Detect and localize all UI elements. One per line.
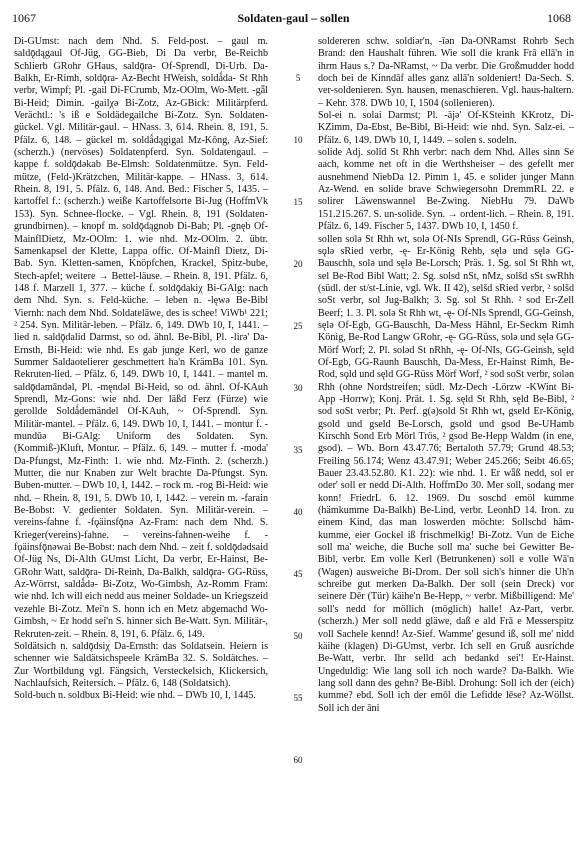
line-number: 55	[293, 693, 303, 703]
line-number: 45	[293, 569, 303, 579]
entry-solide: solide Adj. solīd St Rhh verbr: nach dem Nhd. Alles sinn Se aach, komme net oft in die Werthsheiser – des gefellt mer ausnehmend NiebDa 12. Pimm 1, 45. e solider junger Mann Az-Wend. en solide brave Schwiegersohn DremmRL 22. e solirer Läwenswannel Be-Zwing. NiebHu 79. DaWb 151.215.267. S. un-solide. Syn. → ordent-lich. – Rhein. 8, 191. Pfälz. 6, 149. Fischer 5, 1437. DWb 10, I, 1450 f.	[318, 147, 574, 233]
page-number-right: 1068	[547, 11, 571, 25]
entry-sollen: sollen solǝ St Rhh wt, solǝ Of-NIs Sprendl, GG-Rüss Geinsh, sǫlǝ sRied verbr, -ę- Er-König Rehb, sęlǝ und sęlǝ GG-Bauschh, solǝ und sęlǝ Be-Lorsch; Präs. 1. Sg. sol St Rhh wt, sel Be-Rod Bibl Watt; 2. Sg. solsd nSt, nMz, solšd sSt swRhh (südl. der st/st-Linie, vgl. Wk. II 42), selšd sRied verbr, ² solšd soSt verbr, sol Jug-Balkh; 3. Sg. sol St Rhh. ² sod Er-Zell Beerf; 1. 3. Pl. solǝ St Rhh wt, -ę- Of-NIs Sprendl, GG-Geinsh, sęlǝ Of-Egb, GG-Bauschh, Da-Mess Hähnl, Er-Seckm Rimh König, Be-Rod Langw GRohr, -ę- GG-Rüss, solǝ und sęlǝ GG-Mörf Worf; 2. Pl. solǝd St nRhh, -ę- Of-NIs, GG-Geinsh, sęld Of-Egb, GG-Raunh Bauschh, Da-Mess, Er-Hainst Rimh, Be-Rod, sǫld und sęld GG-Rüss Mörf Worf, ² sod soSt verbr, solǝn Rhh (ohne Nordstreifen; südl. Mz-Dech -Lörzw -KWint Bi-App -Horrw); Konj. Prät. 1. Sg. sęld St Rhh, sęld Be-Bibl, ² sod soSt verbr; Pt. Perf. g(ǝ)sold St Rhh wt, gseld Er-König, gsold und gseld Be-Lorsch, gsold und gsod Be-UHamb Kirschh Sond Erb Mörl Trös, ² gsod Be-Hepp Waldm (in ene, gsod). – Wb. Born 43.47.76; Bertaloth 57.79; Grund 48.53; Freiling 56.174; Wenz 43.47.91; Weber 245.266; Seibt 46.65; Bauer 23.43.52.80. K1. 22): wie nhd. 1. Er wǟß nedd, sol er oder' soll er nedd Di-Alth. HoffmDo 30. Mer soll, sodang mer konn! FriedrL 6. 12. 1969. Du soschd emöl kumme (hämkumme Da-Balkh) Be-Lind, verbr. LeonhD 14. Iron. zu einem Kind, das man loswerden möchte: Sollschd hām-kumme, eier Gockel iß frischmelkig! Bi-Zotz. Vun de Eiche soll ma' weiche, die Buche soll ma' suche bei Gewitter Be-Bibl, verbr. Em volle Kerl (Betrunkenen) soll e volle Wā'n (Wagen) ausweiche Bi-Drom. Der soll sich's hinner die Uh'n schreibe gut merken Da-Balkh. Der soll (sein Dreck) vor seinere Dēr (Tür) käihe'n Be-Hepp, ~ verbr. Mißbilligend: Me' soll's nedd for möllich (möglich) halle! Az-Part, verbr. (scherzh.) Mer soll nedd gläwe, daß e ald Frā e Messerspitz voll Sachele kennd! Az-Sief. Wamme' gesund iß, soll me' nidd käihe (klagen) Di-GUmst, verbr. Ich sell en Gruß ausrichde Be-Watt, verbr. Ihr selld ach bedankd sei'! Er-Hainst. Ungeduldig: Wie lang soll ich noch warde? Da-Balkh. Wie lang soll dann des gehn? Be-Bibl. Drohung: Soll ich der (eich) kumme? ebd. Soll ich der emōl die Lefidde lēse? Az-Wöllst. Soll ich der āni	[318, 233, 574, 714]
line-number: 60	[293, 755, 303, 765]
running-head: Soldaten-gaul – sollen	[237, 11, 350, 25]
line-number: 35	[293, 445, 303, 455]
line-number: 5	[295, 73, 301, 83]
page-number-left: 1067	[12, 11, 36, 25]
entry-sold-buch: Sold-buch n. soldbux Bi-Heid: wie nhd. – DWb 10, I, 1445.	[14, 690, 256, 702]
entry-soldaten-compounds: Di-GUmst: nach dem Nhd. S. Feld-post. – gaul m. saldǭdągaul Of-Jüg, GG-Bieb, Di Da verbr, Be-Reichb Schlierb GRohr GHaus, saldǭra- Of-Sprendl, Di-Urb. Da-Balkh, Er-Rimh, soldǭra- Az-Becht HWeish, soldǻda- St Rhh verbr, Wimpf; Pl. -gail Di-FCrumb, Mz-OOlm, Wo-Mett. -gǟl Bi-Heid; Dimin. -gailχǝ Bi-Zotz, Az-GBick: Militärpferd. Verächtl.: 's iß e Soldädegailche Bi-Zotz. Syn. Soldaten-gückel. Vgl. Militär-gaul. – HNass. 3, 614. Rhein. 8, 191, 5. Pfälz. 6, 148. – gückel m. soldǻdągigal Mz-Kōng, Az-Sief: (scherzh.) (nervöses) Soldatenpferd. Syn. Soldatengaul. – kappe f. soldǭdəkab Be-Elmsh: Soldatenmütze. Syn. Feld-mütze, (Feld-)Krätzchen, Militär-kappe. – HNass. 3, 614. Rhein. 8, 191, 5. Pfälz. 6, 148. And. Bed.: Fischer 5, 1435. – kartoffel f.: (scherzh.) weiße Kartoffelsorte Bi-Jug (HoffmVk 153). Syn. Schnee-flocke. – Vgl. Rhein. 8, 191 (Soldaten-grundbirnen). – knopf m. soldǭdągnob Di-Bab; Pl. -gnęb Of-MainflDietz, Mz-OOlm: 1. wie nhd. Mz-OOlm. 2. übtr. Samenkapsel der Klette, Lappa offic. Of-Mainfl Dietz, Di-Bab. Syn. Kletten-samen, Knöpfchen, Krackel, Spitz-bube, Stech-apfel; weitere → Bettel-läuse. – Rhein. 8, 191. Pfälz. 6, 148 f. Marzell 1, 377. – küche f. soldǭdakiχ Bi-GAlg: nach dem Nhd. Syn. s. Feld-küche. – leben n. -lęwǝ Be-Bibl Viernh: nach dem Nhd. Soldateläwe, des is schee! ViWb¹ 221; ² 254. Syn. Militär-leben. – Pfälz. 6, 149. DWb 10, I, 1441. – lied n. saldǭdalid Darmst, so od. ähnl. Be-Bibl, Pl. -lirǝ' Da-Ernsth, Bi-Heid: wie nhd. Es gab junge Kerl, wo de ganze Summer Saldaotelierer geschmettert ha'n KrämBa 101. Syn. Rekruten-lied. – Pfälz. 6, 149. DWb 10, I, 1441. – mantel m. saldǭdamāndǝl, Pl. -męndǝl Bi-Heid, so od. ähnl. Of-KAuh Sprendl, Mz-Gons: wie nhd. Der läßd Ferz (Fürze) wie gerollde Soldǻdemändel Of-KAuh, ~ Of-Sprendl. Syn. Militär-mantel. – Pfälz. 6, 149. DWb 10, I, 1441. – montur f. -mundūǝ Bi-GAlg: Uniform des Soldaten. Syn. (Kommiß-)Kluft, Montur. – Pfälz. 6, 149. – mutter f. -moda' Da-Pfungst, Mz-Finth: 1. wie nhd. Mz-Finth. 2. (scherzh.) Mutter, die nur Knaben zur Welt brachte Da-Pfungst. Syn. Buben-mutter. – DWb 10, I, 1442. – rock m. -rog Bi-Heid: wie nhd. – Rhein. 8, 191, 5. DWb 10, I, 1442. – verein m. -farain Be-Bobst: V. gedienter Soldaten. Syn. Militär-verein. – vereins-fahne f. -fǫäinsfǭnǝ Az-Fram: nach dem Nhd. S. Krieger(vereins)-fahne. – vereins-fahnen-weihe f. -fǫäinsfǭnǝwai Be-Bobst: nach dem Nhd. – zeit f. soldǭdǝdsaid Of-Jüg Ns, Di-Alth GUmst Licht, Da verbr, Er-Hainst, Be-GRohr Watt, saldǭra- Di-Reinh, Da-Balkh, saldǭra- GG-Rüss, Az-Wörrst, saldǻdǝ- Bi-Zotz, Wo-Gimbsh, Az-Romm Fram: wie nhd. Ich will eich nedd aus meiner Soldade- un Kriegszeid vezehle Bi-Zotz. Mei'n S. honn ich en Metz abgemachd Wo-Gimbsh, ~ Er hodd sei'n S. hinner sich Be-Watt. Syn. Militär-, Rekruten-zeit. – Rhein. 8, 191, 6. Pfälz. 6, 149.	[14, 36, 268, 640]
line-number: 10	[293, 135, 303, 145]
line-number: 30	[293, 383, 303, 393]
right-column	[318, 36, 574, 715]
line-number: 50	[293, 631, 303, 641]
entry-soldaetsich: Soldätsich n. saldǭdsiχ Da-Ernsth: das Soldatsein. Heiern is schenner wie Saldätsichspeele KrämBa 32. S. Soldätches. – Zur Wortbildung vgl. Fängsich, Versteckelsich, Klickersich, Nachlaufsich, Reitersich. – Pfälz. 6, 148 (Soldatsich).	[14, 640, 268, 689]
line-number: 20	[293, 259, 303, 269]
line-number: 40	[293, 507, 303, 517]
left-column	[14, 36, 268, 703]
line-number: 15	[293, 197, 303, 207]
entry-soldenieren: soldereren schw. soldiǝr'n, -īǝn Da-ONRamst Rohrb Sech Brand: den Haushalt führen. Wie soll die krank Frā ellā'n in ihrm Haus s.? Da-NRamst, ~ Da verbr. Die Großmudder hodd doch bei de Kinndāf alles ganz allā'n soldeniert! Da-Sech. S. ver-soldenieren. Syn. hausen, menaschieren. Vgl. haus-haltern. – Kehr. 378. DWb 10, I, 1504 (sollenieren).	[318, 36, 574, 109]
line-number: 25	[293, 321, 303, 331]
entry-sol-ei: Sol-ei n. solai Darmst; Pl. -äjǝ' Of-KSteinh KKrotz, Di-KZimm, Da-Ebst, Be-Bibl, Bi-Heid: wie nhd. Syn. Salz-ei. – Pfälz. 6, 149. DWb 10, I, 1449. – solen s. sodeln.	[318, 110, 574, 146]
